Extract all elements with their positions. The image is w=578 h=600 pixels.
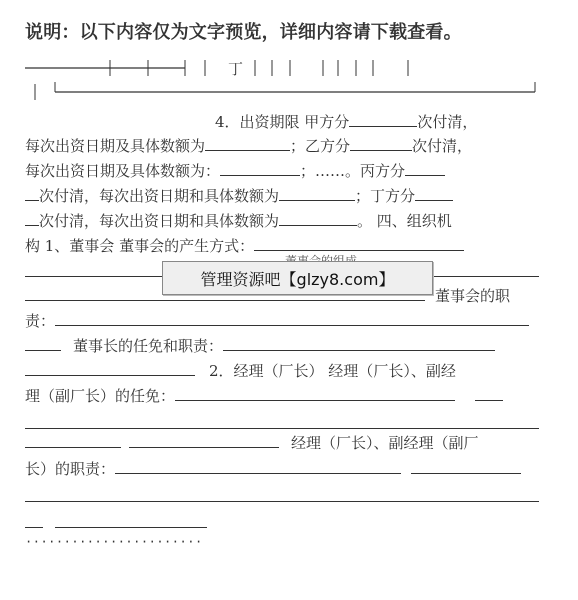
text-line: 责： (25, 310, 529, 331)
ruler-glyph: 丁 (228, 60, 244, 78)
text-line: 每次出资日期及具体数额为： ；……。丙方分 (25, 160, 445, 181)
text-line: 经理（厂长）、副经理（副厂 (25, 432, 479, 453)
blank-line (25, 428, 539, 429)
text-line: 2．经理（厂长） 经理（厂长）、副经 (25, 360, 456, 381)
text-line: 董事会的职 (25, 285, 510, 306)
text-line: 董事长的任免和职责： (25, 335, 495, 356)
text-line: 4．出资期限 甲方分 次付清， (215, 113, 478, 131)
text-line: 次付清，每次出资日期和具体数额为 ；丁方分 (25, 185, 453, 206)
ruler-decoration (0, 52, 578, 104)
ellipsis-dots: ······················· (25, 535, 203, 549)
blank-line (25, 276, 165, 277)
text-line: 每次出资日期及具体数额为 ；乙方分 次付清， (25, 137, 473, 155)
blank-line (25, 501, 539, 502)
preview-notice: 说明：以下内容仅为文字预览，详细内容请下载查看。 (25, 22, 462, 43)
blank-line (431, 276, 539, 277)
blank-line (55, 527, 207, 528)
text-line: 构 1、董事会 董事会的产生方式： (25, 235, 464, 256)
blank-line (25, 527, 43, 528)
text-line: 长）的职责： (25, 458, 521, 479)
text-line: 理（副厂长）的任免： (25, 385, 503, 406)
watermark-banner: 管理资源吧【glzy8.com】 (162, 261, 433, 295)
text-line: 次付清，每次出资日期和具体数额为 。 四、组织机 (25, 210, 452, 231)
